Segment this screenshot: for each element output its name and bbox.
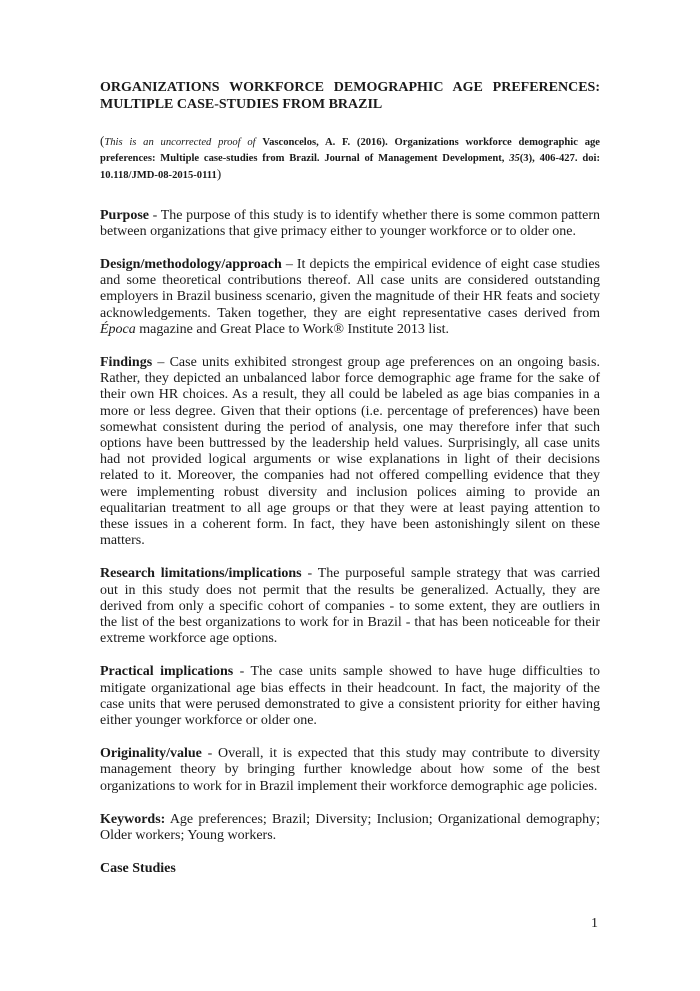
paper-title: ORGANIZATIONS WORKFORCE DEMOGRAPHIC AGE PREFERENCES: MULTIPLE CASE-STUDIES FROM BRAZIL — [100, 80, 600, 112]
citation-reference-issue: (3), 406-427. doi: 10.118/JMD-08-2015-0111 — [100, 152, 600, 181]
abstract-label: Purpose — [100, 207, 149, 223]
citation-reference: Vasconcelos, A. F. (2016). Organizations workforce demographic age preferences: Multiple case-studies from Brazil. Journal of Management Development, — [100, 137, 600, 164]
page-number: 1 — [591, 916, 598, 931]
abstract-design — [100, 257, 600, 338]
citation-volume: 35 — [509, 152, 520, 164]
citation-open-paren: ( — [100, 133, 105, 148]
abstract-text: - The purpose of this study is to identify whether there is some common pattern between organizations that give primacy either to younger workforce or to older one. — [100, 207, 600, 239]
citation-lead: This is an uncorrected proof of — [104, 137, 263, 148]
magazine-name: Época — [100, 321, 136, 337]
abstract-research-limitations — [100, 566, 600, 647]
abstract-label: Practical implications — [100, 664, 234, 680]
abstract-label: Design/methodology/approach — [100, 256, 282, 272]
section-heading: Case Studies — [100, 861, 176, 877]
keywords-text: Age preferences; Brazil; Diversity; Inclusion; Organizational demography; Older workers; Young workers. — [100, 811, 600, 843]
citation-note — [100, 133, 600, 184]
paper-page — [100, 80, 600, 877]
abstract-text: - The purposeful sample strategy that was carried out in this study does not permit that the results be generalized. Actually, they are derived from only a specific cohort of companies - to some extent, they are outliers in the list of the best organizations to work for in Brazil - that has been noticeable for their extreme workforce age options. — [100, 566, 601, 647]
citation-close-paren: ) — [216, 166, 222, 181]
abstract-text: – Case units exhibited strongest group age preferences on an ongoing basis. Rather, they depicted an unbalanced labor force demographic age frame for the sake of their own HR choices. As a result, they all could be labeled as age bias companies in a more or less degree. Given that their options (i.e. percentage of preferences) have been somewhat consistent during the period of analysis, one may therefore infer that such options have been buttressed by the leadership held values. Surprisingly, all case units had not provided logical arguments or wise explanations in light of their decisions related to it. Moreover, the companies had not offered compelling evidence that they were implementing robust diversity and inclusion polices aiming to provide an equalitarian treatment to all age groups or that they were at least paying attention to these issues in a coherent form. In fact, they have been astonishingly silent on these matters. — [100, 354, 600, 549]
abstract-text: – It depicts the empirical evidence of eight case studies and some theoretical contributions thereof. All case units are considered outstanding employers in Brazil business scenario, given the magnitude of their HR feats and society acknowledgements. Taken together, they are eight representative cases derived from — [100, 256, 600, 321]
abstract-label: Originality/value — [100, 746, 202, 762]
abstract-practical-implications — [100, 664, 600, 729]
abstract-text: - The case units sample showed to have huge difficulties to mitigate organizational age bias effects in their headcount. In fact, the majority of the case units that were perused demonstrated to give a consistent priority for either having either younger workforce or older one. — [100, 664, 600, 728]
keywords — [100, 812, 600, 844]
abstract-text: - Overall, it is expected that this study may contribute to diversity management theory by bringing further knowledge about how some of the best organizations to work for in Brazil implement their workforce demographic age policies. — [100, 746, 600, 794]
keywords-label: Keywords: — [100, 811, 166, 827]
abstract-text-after: magazine and Great Place to Work® Institute 2013 list. — [135, 321, 450, 337]
abstract-label: Research limitations/implications — [100, 566, 302, 582]
abstract-findings — [100, 355, 600, 549]
abstract-originality — [100, 746, 600, 795]
abstract-label: Findings — [100, 354, 153, 370]
abstract-purpose — [100, 208, 600, 240]
